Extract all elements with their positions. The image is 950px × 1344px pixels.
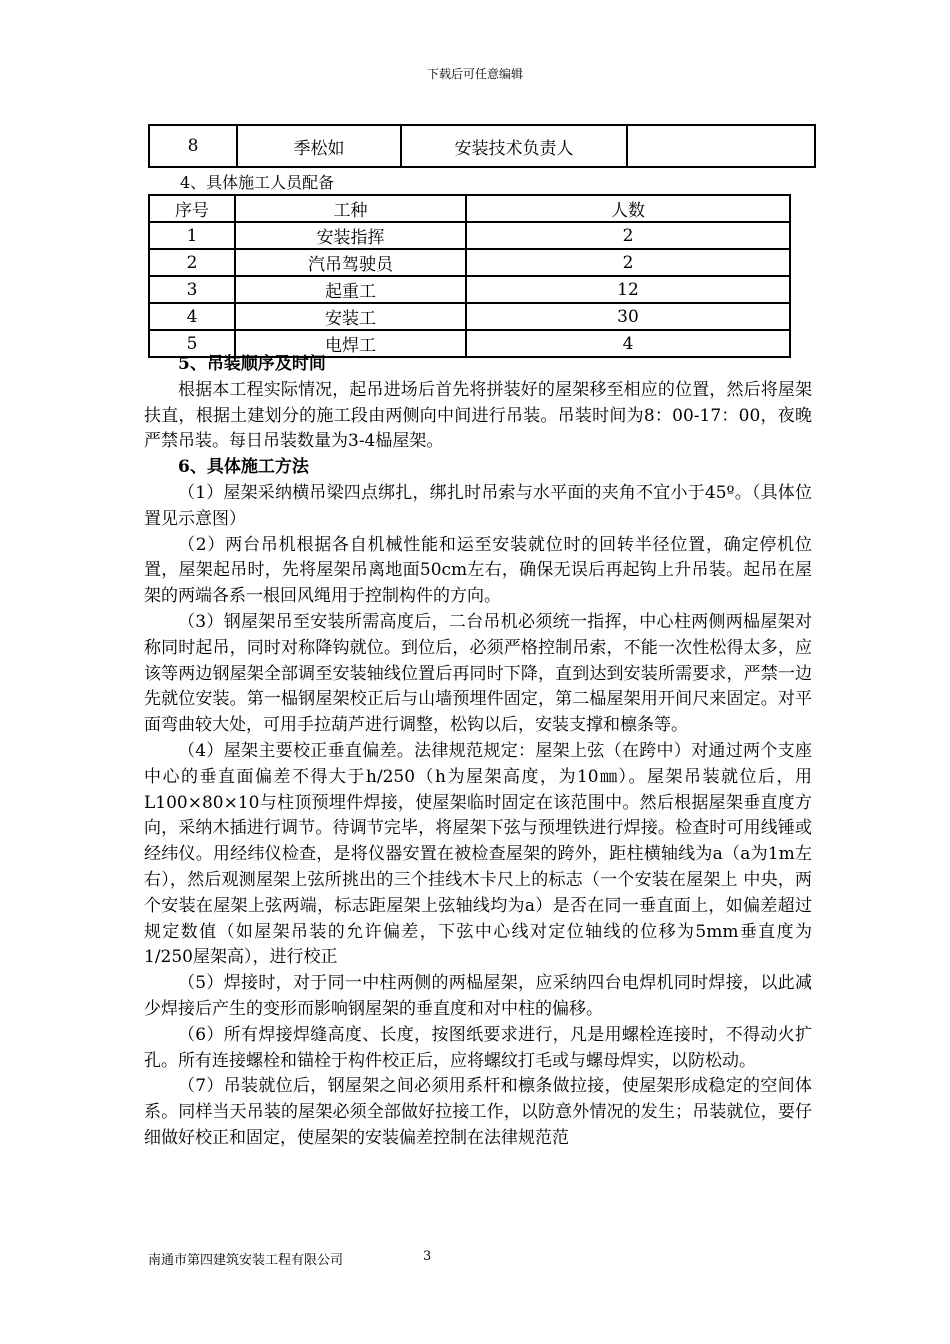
paragraph: 根据本工程实际情况，起吊进场后首先将拼装好的屋架移至相应的位置，然后将屋架扶直，根据土建划分的施工段由两侧向中间进行吊装。吊装时间为8：00-17：00，夜晚严禁吊装。每日吊装数量为3-4榀屋架。 — [144, 379, 812, 452]
table-row — [149, 125, 815, 167]
table-cell: 季松如 — [237, 125, 401, 167]
table-cell: 3 — [149, 276, 235, 303]
page-number: 3 — [423, 1249, 432, 1264]
paragraph: （5）焊接时，对于同一中柱两侧的两榀屋架，应采纳四台电焊机同时焊接，以此减少焊接后产生的变形而影响钢屋架的垂直度和对中柱的偏移。 — [144, 973, 812, 1019]
table-header-row — [149, 195, 790, 222]
table-cell: 4 — [466, 330, 790, 357]
footer-company: 南通市第四建筑安装工程有限公司 — [148, 1253, 344, 1268]
paragraph: （6）所有焊接焊缝高度、长度，按图纸要求进行，凡是用螺栓连接时，不得动火扩孔。所有连接螺栓和锚栓于构件校正后，应将螺纹打毛或与螺母焊实，以防松动。 — [144, 1024, 812, 1071]
section-6-title: 6、具体施工方法 — [178, 457, 309, 478]
staffing-table — [148, 194, 791, 358]
table-cell: 2 — [466, 249, 790, 276]
table-row — [149, 303, 790, 330]
table-row — [149, 222, 790, 249]
table-cell: 安装工 — [235, 303, 466, 330]
page-header: 下载后可任意编辑 — [426, 67, 523, 81]
table-row — [149, 276, 790, 303]
table-cell: 2 — [149, 249, 235, 276]
table-cell: 安装指挥 — [235, 222, 466, 249]
table-cell: 安装技术负责人 — [401, 125, 627, 167]
table-cell: 5 — [149, 330, 235, 357]
table-cell: 12 — [466, 276, 790, 303]
paragraph: （4）屋架主要校正垂直偏差。法律规范规定：屋架上弦（在跨中）对通过两个支座中心的垂直面偏差不得大于h/250（h为屋架高度，为10㎜）。屋架吊装就位后，用L100×80×10与柱顶预埋件焊接，使屋架临时固定在该范围中。然后根据屋架垂直度方向，采纳木插进行调节。待调节完毕，将屋架下弦与预埋铁进行焊接。检查时可用线锤或经纬仪。用经纬仪检查，是将仪器安置在被检查屋架的跨外，距柱横轴线为a（a为1m左右），然后观测屋架上弦所挑出的三个挂线木卡尺上的标志（一个安装在屋架上 中央，两个安装在屋架上弦两端，标志距屋架上弦轴线均为a）是否在同一垂直面上，如偏差超过规定数值（如屋架吊装的允许偏差，下弦中心线对定位轴线的位移为5mm垂直度为1/250屋架高），进行校正 — [144, 740, 812, 968]
section-4-title: 4、具体施工人员配备 — [180, 173, 335, 192]
header-cell: 人数 — [466, 195, 790, 222]
header-cell: 工种 — [235, 195, 466, 222]
page-footer — [148, 1249, 432, 1268]
table-cell: 4 — [149, 303, 235, 330]
paragraph: （3）钢屋架吊至安装所需高度后，二台吊机必须统一指挥，中心柱两侧两榀屋架对称同时起吊，同时对称降钩就位。到位后，必须严格控制吊索，不能一次性松得太多，应该等两边钢屋架全部调至安装轴线位置后再同时下降，直到达到安装所需要求，严禁一边先就位安装。第一榀钢屋架校正后与山墙预埋件固定，第二榀屋架用开间尺来固定。对平面弯曲较大处，可用手拉葫芦进行调整，松钩以后，安装支撑和檩条等。 — [144, 611, 812, 736]
table-cell: 汽吊驾驶员 — [235, 249, 466, 276]
table-cell: 30 — [466, 303, 790, 330]
paragraph: （1）屋架采纳横吊梁四点绑扎，绑扎时吊索与水平面的夹角不宜小于45º。（具体位置见示意图） — [144, 482, 812, 529]
table-cell: 起重工 — [235, 276, 466, 303]
table-cell: 2 — [466, 222, 790, 249]
table-row — [149, 249, 790, 276]
table-cell — [627, 125, 815, 167]
table-cell: 电焊工 — [235, 330, 466, 357]
personnel-table — [148, 124, 816, 168]
table-cell: 8 — [149, 125, 237, 167]
section-5-title: 5、吊装顺序及时间 — [178, 354, 326, 374]
header-cell: 序号 — [149, 195, 235, 222]
paragraph: （2）两台吊机根据各自机械性能和运至安装就位时的回转半径位置，确定停机位置，屋架起吊时，先将屋架吊离地面50cm左右，确保无误后再起钩上升吊装。起吊在屋架的两端各系一根回风绳用于控制构件的方向。 — [144, 534, 812, 607]
paragraph: （7）吊装就位后，钢屋架之间必须用系杆和檩条做拉接，使屋架形成稳定的空间体系。同样当天吊装的屋架必须全部做好拉接工作，以防意外情况的发生；吊装就位，要仔细做好校正和固定，使屋架的安装偏差控制在法律规范范 — [144, 1076, 812, 1148]
table-cell: 1 — [149, 222, 235, 249]
body-text — [144, 352, 812, 1152]
